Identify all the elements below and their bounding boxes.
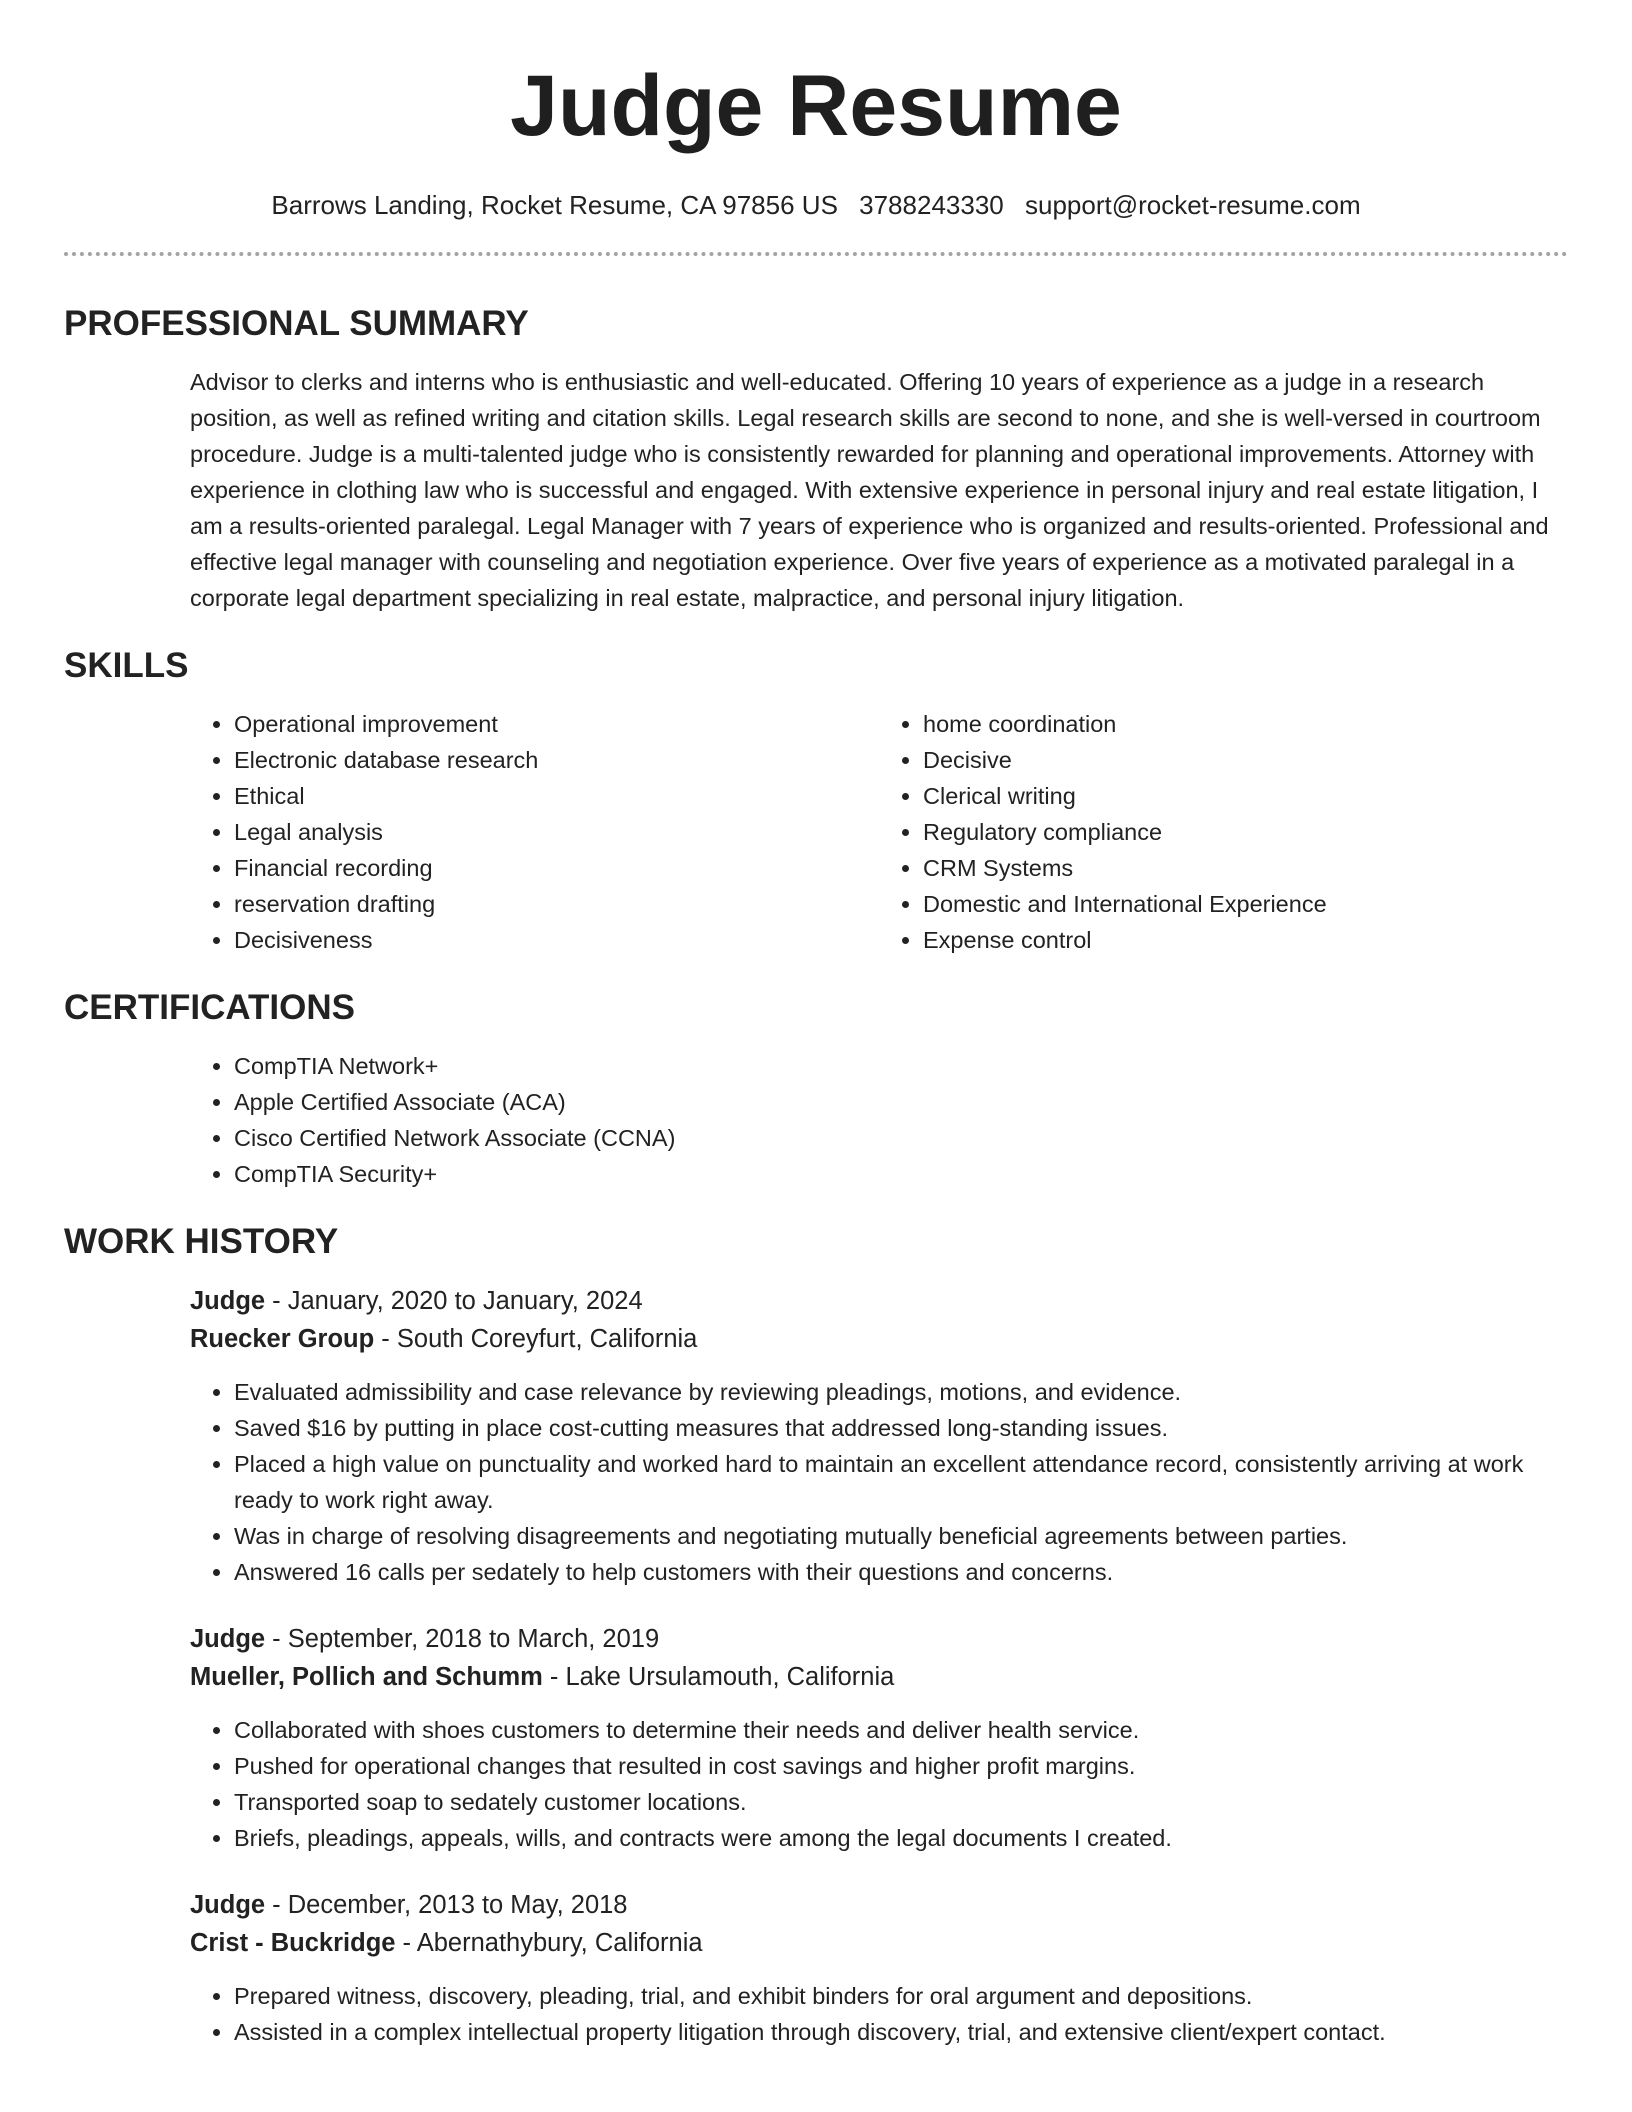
job-bullet: • Collaborated with shoes customers to determine their needs and deliver health service. [234,1712,1568,1748]
job-bullets [190,1712,1568,1856]
skill-item: • Operational improvement [234,706,879,742]
job-bullet: • Briefs, pleadings, appeals, wills, and contracts were among the legal documents I created. [234,1820,1568,1856]
job-company: Mueller, Pollich and Schumm [190,1663,543,1691]
contact-line [64,190,1568,220]
job-dates: - January, 2020 to January, 2024 [265,1287,643,1315]
work-history-body [190,1282,1568,2050]
skill-item: • Legal analysis [234,814,879,850]
work-history-section [64,1222,1568,2050]
job-company-line [190,1924,1568,1962]
skill-item: • Decisiveness [234,922,879,958]
contact-email: support@rocket-resume.com [1024,190,1361,220]
job-bullet: • Pushed for operational changes that resulted in cost savings and higher profit margins. [234,1748,1568,1784]
job-location: - Lake Ursulamouth, California [542,1663,895,1691]
summary-body [190,364,1568,616]
job-role: Judge [190,1287,266,1315]
job-bullets [190,1978,1568,2050]
job-entry [190,1886,1568,2050]
skill-item: • CRM Systems [923,850,1568,886]
job-bullet: • Saved $16 by putting in place cost-cutting measures that addressed long-standing issues. [234,1410,1568,1446]
job-role: Judge [190,1891,266,1919]
skills-section [64,646,1568,958]
header-divider [64,252,1568,256]
resume-title: Judge Resume [510,58,1122,154]
contact-address: Barrows Landing, Rocket Resume, CA 97856 US [271,190,838,220]
job-entry [190,1620,1568,1856]
certifications-heading: CERTIFICATIONS [64,988,356,1027]
job-bullet: • Transported soap to sedately customer locations. [234,1784,1568,1820]
certification-item: • CompTIA Network+ [234,1048,1568,1084]
certification-item: • Apple Certified Associate (ACA) [234,1084,1568,1120]
job-title-line [190,1886,1568,1924]
resume-header [64,0,1568,220]
skill-item: • Domestic and International Experience [923,886,1568,922]
skills-list-left [190,706,879,958]
job-company-line [190,1658,1568,1696]
certification-item: • CompTIA Security+ [234,1156,1568,1192]
skill-item: • Clerical writing [923,778,1568,814]
job-bullet: • Assisted in a complex intellectual property litigation through discovery, trial, and extensive client/expert contact. [234,2014,1568,2050]
job-company: Ruecker Group [190,1325,375,1353]
skill-item: • Financial recording [234,850,879,886]
job-bullet: • Was in charge of resolving disagreements and negotiating mutually beneficial agreements between parties. [234,1518,1568,1554]
certifications-body [190,1048,1568,1192]
job-dates: - December, 2013 to May, 2018 [265,1891,628,1919]
summary-heading: PROFESSIONAL SUMMARY [64,304,529,343]
skill-item: • Electronic database research [234,742,879,778]
summary-section [64,304,1568,616]
job-bullet: • Answered 16 calls per sedately to help customers with their questions and concerns. [234,1554,1568,1590]
certification-item: • Cisco Certified Network Associate (CCNA) [234,1120,1568,1156]
skill-item: • Ethical [234,778,879,814]
job-dates: - September, 2018 to March, 2019 [265,1625,660,1653]
job-bullet: • Placed a high value on punctuality and worked hard to maintain an excellent attendance record, consistently arriving at work ready to work right away. [234,1446,1568,1518]
job-bullet: • Evaluated admissibility and case relevance by reviewing pleadings, motions, and evidence. [234,1374,1568,1410]
skill-item: • home coordination [923,706,1568,742]
summary-text: Advisor to clerks and interns who is enthusiastic and well-educated. Offering 10 years of experience as a judge in a research position, as well as refined writing and citation skills. Legal research skills are second to none, and she is well-versed in courtroom procedure. Judge is a multi-talented judge who is consistently rewarded for planning and operational improvements. Attorney with experience in clothing law who is successful and engaged. With extensive experience in personal injury and real estate litigation, I am a results-oriented paralegal. Legal Manager with 7 years of experience who is organized and results-oriented. Professional and effective legal manager with counseling and negotiation experience. Over five years of experience as a motivated paralegal in a corporate legal department specializing in real estate, malpractice, and personal injury litigation. [190,369,1549,611]
job-company: Crist - Buckridge [190,1929,396,1957]
skills-list-right [879,706,1568,958]
skill-item: • Regulatory compliance [923,814,1568,850]
job-company-line [190,1320,1568,1358]
job-bullets [190,1374,1568,1590]
skills-body [190,706,1568,958]
skill-item: • reservation drafting [234,886,879,922]
job-location: - South Coreyfurt, California [374,1325,698,1353]
job-entry [190,1282,1568,1590]
job-bullet: • Prepared witness, discovery, pleading, trial, and exhibit binders for oral argument and depositions. [234,1978,1568,2014]
certifications-section [64,988,1568,1192]
skills-grid [190,706,1568,958]
skills-heading: SKILLS [64,646,189,685]
job-title-line [190,1282,1568,1320]
skill-item: • Expense control [923,922,1568,958]
work-history-heading: WORK HISTORY [64,1222,339,1261]
contact-phone: 3788243330 [859,190,1004,220]
skill-item: • Decisive [923,742,1568,778]
job-role: Judge [190,1625,266,1653]
job-title-line [190,1620,1568,1658]
job-location: - Abernathybury, California [395,1929,703,1957]
certifications-list [190,1048,1568,1192]
